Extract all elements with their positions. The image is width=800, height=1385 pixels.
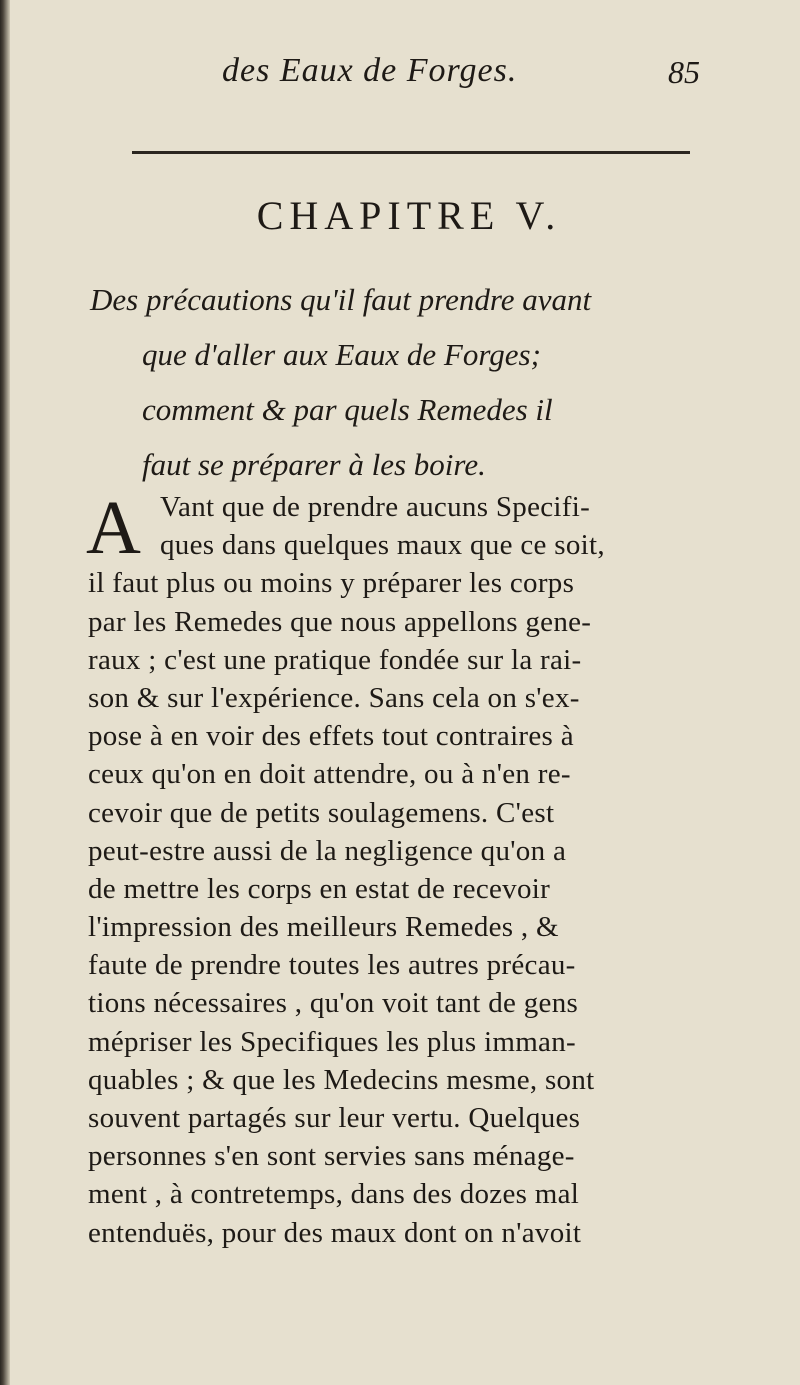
text-line: cevoir que de petits soulagemens. C'est	[88, 796, 555, 829]
text-line: raux ; c'est une pratique fondée sur la rai-	[88, 643, 582, 676]
text-line: souvent partagés sur leur vertu. Quelques	[88, 1102, 581, 1134]
header-rule	[132, 151, 690, 154]
text-line: ceux qu'on en doit attendre, ou à n'en re-	[88, 758, 571, 791]
chapter-title: CHAPITRE V.	[256, 193, 562, 238]
text-line: quables ; & que les Medecins mesme, sont	[88, 1063, 595, 1096]
text-line: tions nécessaires , qu'on voit tant de gens	[88, 987, 579, 1020]
text-line: Vant que de prendre aucuns Specifi-	[160, 491, 591, 523]
text-line: l'impression des meilleurs Remedes , &	[88, 911, 559, 944]
text-line: ques dans quelques maux que ce soit,	[160, 529, 605, 562]
drop-cap: A	[86, 486, 141, 570]
text-line: faute de prendre toutes les autres précau-	[88, 949, 576, 982]
text-line: peut-estre aussi de la negligence qu'on a	[88, 834, 567, 867]
text-line: son & sur l'expérience. Sans cela on s'ex-	[88, 681, 580, 714]
text-line: mépriser les Specifiques les plus imman-	[88, 1025, 576, 1058]
text-line: par les Remedes que nous appellons gene-	[88, 605, 592, 638]
text-line: de mettre les corps en estat de recevoir	[88, 872, 551, 905]
page-number: 85	[668, 54, 700, 90]
page-header	[0, 52, 800, 102]
body-paragraph	[88, 488, 713, 1252]
chapter-subtitle	[90, 272, 710, 492]
text-line: il faut plus ou moins y préparer les corps	[88, 567, 575, 600]
subtitle-line: comment & par quels Remedes il	[142, 392, 553, 427]
text-line: personnes s'en sont servies sans ménage-	[88, 1140, 575, 1173]
subtitle-line: faut se préparer à les boire.	[142, 447, 486, 482]
subtitle-line: que d'aller aux Eaux de Forges;	[142, 337, 541, 372]
subtitle-line: Des précautions qu'il faut prendre avant	[90, 282, 592, 317]
running-title: des Eaux de Forges.	[222, 52, 518, 89]
text-line: pose à en voir des effets tout contraires à	[88, 720, 574, 753]
text-line: entenduës, pour des maux dont on n'avoit	[88, 1216, 582, 1249]
text-line: ment , à contretemps, dans des dozes mal	[88, 1178, 580, 1211]
